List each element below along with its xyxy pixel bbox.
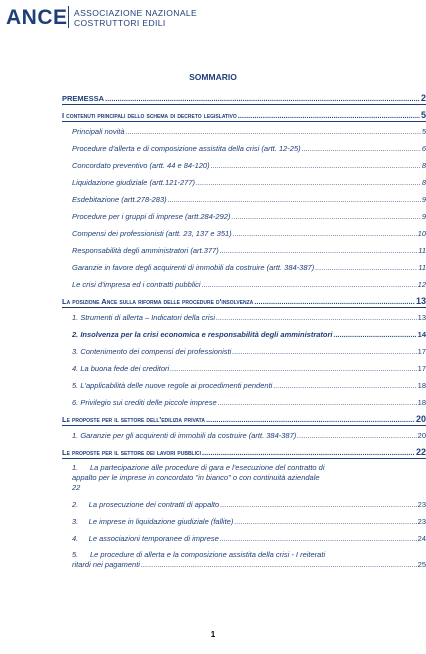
page-number: 1 <box>210 630 216 639</box>
toc-entry-section[interactable]: I contenuti principali dello schema di decreto legislativo ..... 5 <box>62 110 426 122</box>
toc-entry[interactable]: Principali novità ..... 5 <box>72 127 426 136</box>
toc-entry[interactable]: 3. Contenimento dei compensi dei professionisti ..... 17 <box>72 347 426 356</box>
toc-title: SOMMARIO <box>189 72 237 82</box>
toc-entry[interactable]: Garanzie in favore degli acquirenti di immobili da costruire (artt. 384-387) ..... 11 <box>72 263 426 272</box>
toc-entry[interactable]: Concordato preventivo (artt. 44 e 84-120) ..... 8 <box>72 161 426 170</box>
toc-entry[interactable]: 1. Garanzie per gli acquirenti di immobili da costruire (artt. 384-387) ..... 20 <box>72 431 426 440</box>
ance-logo: ANCE <box>6 6 68 29</box>
toc-entry-section[interactable]: Le proposte per il settore dell'edilizia privata ..... 20 <box>62 414 426 426</box>
toc-entry[interactable]: 4. La buona fede dei creditori ..... 17 <box>72 364 426 373</box>
toc-entry-premessa[interactable]: PREMESSA ..... 2 <box>62 93 426 105</box>
toc-entry[interactable]: Liquidazione giudiziale (artt.121-277) ..... 8 <box>72 178 426 187</box>
toc-entry[interactable]: 5. L'applicabilità delle nuove regole ai procedimenti pendenti ..... 18 <box>72 381 426 390</box>
toc-entry[interactable]: 2. La prosecuzione dei contratti di appalto ..... 23 <box>72 500 426 509</box>
toc-entry[interactable]: 2. Insolvenza per la crisi economica e responsabilità degli amministratori ..... 14 <box>72 330 426 339</box>
toc-entry-section[interactable]: Le proposte per il settore dei lavori pubblici ..... 22 <box>62 447 426 459</box>
toc-entry-multiline[interactable]: 5. Le procedure di allerta e la composizione assistita della crisi - I reiterati ritardi nei pagamenti ..... 25 <box>72 550 426 570</box>
toc-entry-section[interactable]: La posizione Ance sulla riforma delle procedure d'insolvenza ..... 13 <box>62 296 426 308</box>
toc-entry[interactable]: 3. Le imprese in liquidazione giudiziale (fallite) ..... 23 <box>72 517 426 526</box>
logo-subtitle-line2: COSTRUTTORI EDILI <box>74 18 166 28</box>
toc-entry[interactable]: 6. Privilegio sui crediti delle piccole imprese ..... 18 <box>72 398 426 407</box>
toc-entry[interactable]: Compensi dei professionisti (artt. 23, 137 e 351) ..... 10 <box>72 229 426 238</box>
toc-entry[interactable]: Esdebitazione (artt.278-283) ..... 9 <box>72 195 426 204</box>
toc-entry-multiline[interactable]: 1. La partecipazione alle procedure di gara e l'esecuzione del contratto di appalto per le imprese in concordato "in bianco" o con continuità aziendale 22 <box>72 463 325 492</box>
toc-entry[interactable]: Procedure per i gruppi di imprese (artt.284-292) ..... 9 <box>72 212 426 221</box>
logo-subtitle-line1: ASSOCIAZIONE NAZIONALE <box>74 8 198 18</box>
toc-entry[interactable]: Le crisi d'impresa ed i contratti pubblici ..... 12 <box>72 280 426 289</box>
toc-entry[interactable]: 1. Strumenti di allerta – Indicatori della crisi ..... 13 <box>72 313 426 322</box>
toc-entry[interactable]: Responsabilità degli amministratori (art.377) ..... 11 <box>72 246 426 255</box>
toc-entry[interactable]: 4. Le associazioni temporanee di imprese ..... 24 <box>72 534 426 543</box>
toc-entry[interactable]: Procedure d'allerta e di composizione assistita della crisi (artt. 12-25) ..... 6 <box>72 144 426 153</box>
